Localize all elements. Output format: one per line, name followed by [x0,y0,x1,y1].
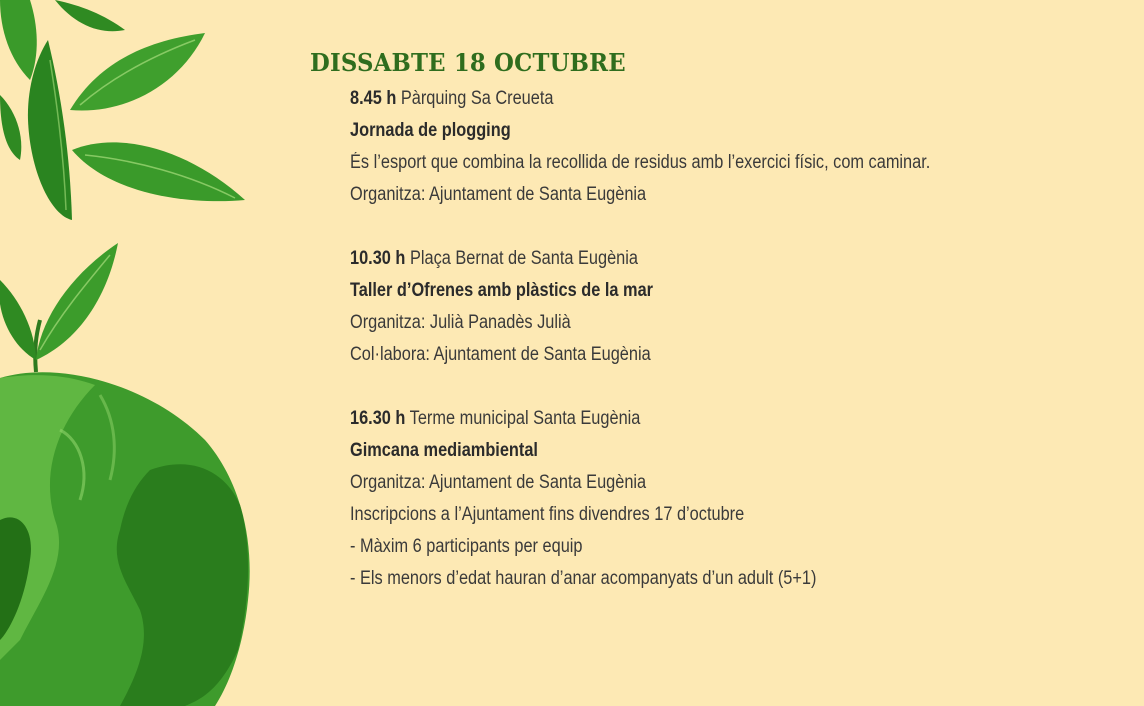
event-time-place [350,243,1021,275]
event-title: Taller d’Ofrenes amb plàstics de la mar [350,280,654,301]
event-item [350,243,1130,371]
event-rule: - Els menors d’edat hauran d’anar acompanyats d’un adult (5+1) [350,568,817,589]
event-rule: - Màxim 6 participants per equip [350,536,583,557]
event-time: 8.45 h [350,88,397,109]
events-list [350,83,1130,595]
event-schedule [310,48,1130,627]
event-item [350,83,1130,211]
event-time: 10.30 h [350,248,406,269]
seedling-icon [0,243,118,372]
event-place: Pàrquing Sa Creueta [400,88,554,109]
globe-icon [0,372,250,706]
event-title: Jornada de plogging [350,120,511,141]
event-place: Terme municipal Santa Eugènia [409,408,641,429]
event-organizer: Organitza: Ajuntament de Santa Eugènia [350,184,647,205]
event-time-place [350,83,1021,115]
event-description: És l’esport que combina la recollida de residus amb l’exercici físic, com caminar. [350,152,931,173]
event-organizer: Organitza: Julià Panadès Julià [350,312,571,333]
event-title: Gimcana mediambiental [350,440,538,461]
event-time-place [350,403,1021,435]
event-place: Plaça Bernat de Santa Eugènia [409,248,638,269]
event-time: 16.30 h [350,408,406,429]
event-item [350,403,1130,595]
plant-globe-illustration [0,0,260,706]
event-collaborator: Col·labora: Ajuntament de Santa Eugènia [350,344,651,365]
day-title: DISSABTE 18 OCTUBRE [310,48,626,77]
event-organizer: Organitza: Ajuntament de Santa Eugènia [350,472,647,493]
event-registration: Inscripcions a l’Ajuntament fins divendres 17 d’octubre [350,504,745,525]
leaves-icon [0,0,245,220]
